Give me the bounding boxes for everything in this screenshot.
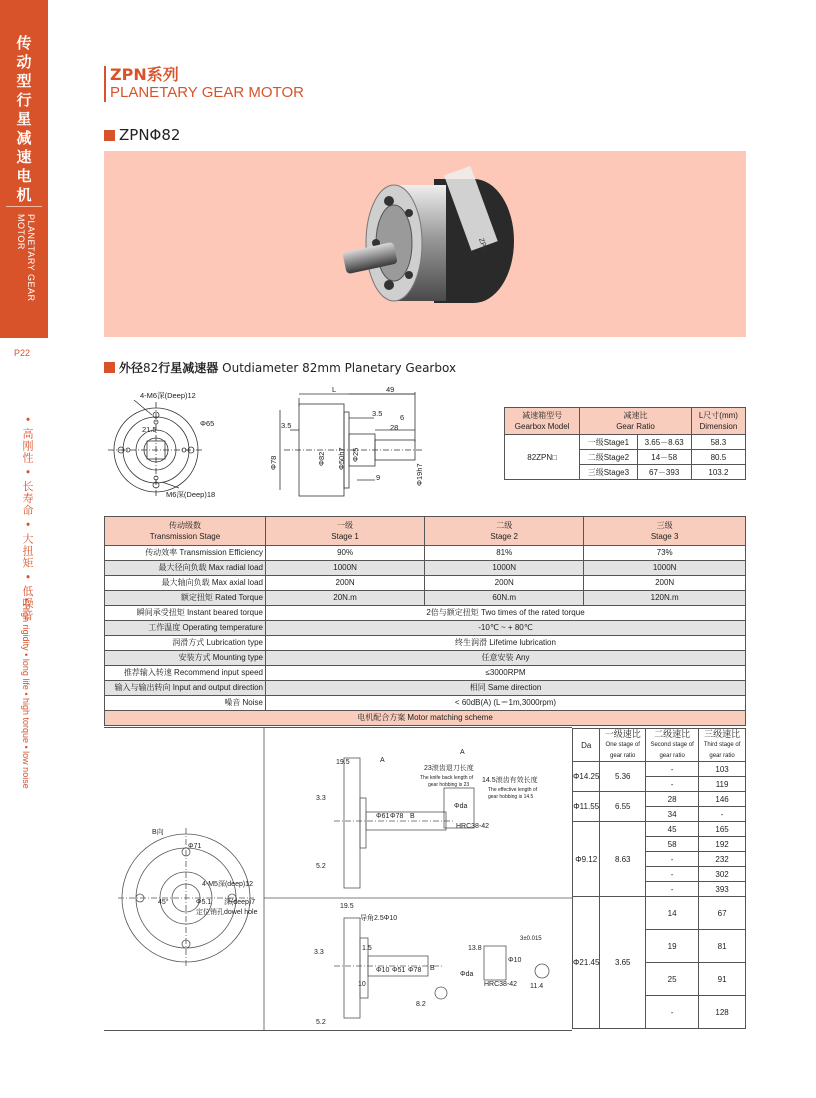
table-row: 额定扭矩 Rated Torque 20N.m 60N.m 120N.m xyxy=(105,591,746,606)
category-cn: 传 动 型 行 星 减 速 电 机 xyxy=(16,34,32,204)
table-row: 瞬间承受扭矩 Instant beared torque 2倍与额定扭矩 Two times of the rated torque xyxy=(105,606,746,621)
dim-label: 4-M6深(Deep)12 xyxy=(140,391,196,400)
b-view-label: B向 xyxy=(152,829,164,836)
table-row: - 128 xyxy=(573,996,746,1029)
title-cn: ZPN系列 xyxy=(110,65,179,84)
dim-label: HRC38-42 xyxy=(484,981,518,988)
gearbox-drawing xyxy=(104,382,434,508)
dim-label: 3.5 xyxy=(281,421,292,430)
features-cn: • 高刚性 • 长寿命 • 大扭矩 • 低噪音 xyxy=(21,416,34,622)
spec-table: 传动级数 Transmission Stage 一级 Stage 1 二级 Stage 2 三级 Stage 3 传动效率 Transmission Efficiency 90% 81% 73% 最大径向负载 Max radial load 1000N 1000N 1000N 最大轴向负载 Max axial load 200N 200N 200N 额定扭矩 Rated Torque 20N.m 60N.m 120N.m 瞬间承受扭矩 Instant beared torque 2倍与额定扭矩 Two times of the rated torque 工作温度 Operating temperature -10℃ ~ + 80℃ 润滑方式 Lubrication type 终生润滑 Lifetime lubrication 安装方式 Mounting type 任意安装 Any 推荐输入转速 Recommend input speed ≤3000RPM 输入与输出转向 Input and output direction 相同 Same direction 噪音 Noise < 60dB(A) (L＝1m,3000rpm) 电机配合方案 Motor matching scheme xyxy=(104,516,746,726)
dim-label: Φ78 xyxy=(269,455,278,470)
series-title xyxy=(104,66,304,102)
dim-label: Φ50h7 xyxy=(337,447,346,470)
dim-label: 导角2.5Φ10 xyxy=(360,915,398,922)
table-row: 58 192 xyxy=(573,837,746,852)
dim-label: M6深(Deep)18 xyxy=(166,490,216,499)
table-row: 最大径向负载 Max radial load 1000N 1000N 1000N xyxy=(105,561,746,576)
dim-label: Φ25 xyxy=(351,447,360,462)
table-row: 噪音 Noise < 60dB(A) (L＝1m,3000rpm) xyxy=(105,696,746,711)
table-row: - 232 xyxy=(573,852,746,867)
dim-label: Φda xyxy=(460,971,474,978)
page-number: P22 xyxy=(14,348,31,358)
motor-matching-drawings xyxy=(104,727,572,1031)
dim-label: 3.3 xyxy=(314,949,324,956)
dim-label: 3±0.015 xyxy=(520,936,542,942)
dim-label: 4-M5深(deep)12 xyxy=(202,881,253,888)
category-sidebar xyxy=(0,0,48,338)
dim-label: Φ10 xyxy=(508,957,522,964)
table-row: - 302 xyxy=(573,867,746,882)
table-row: 三级Stage3 67－393 103.2 xyxy=(505,465,746,480)
title-en: PLANETARY GEAR MOTOR xyxy=(110,84,304,101)
dim-label: 11.4 xyxy=(530,983,544,990)
dim-label: Φ65 xyxy=(200,419,215,428)
product-photo xyxy=(104,151,746,337)
dim-label: 1.5 xyxy=(362,945,372,952)
dim-label: 6 xyxy=(400,413,405,422)
dim-label: Φ71 xyxy=(188,843,202,850)
table-row: 19 81 xyxy=(573,930,746,963)
dim-label: 19.5 xyxy=(340,903,354,910)
adapter-drawing xyxy=(104,728,572,1030)
dim-label: 19.5 xyxy=(336,759,350,766)
dim-label: Φda xyxy=(454,803,468,810)
dim-label: B xyxy=(410,813,415,820)
dim-label: Φ78 xyxy=(390,813,404,820)
dim-label: gear hobbing is 23 xyxy=(428,782,470,788)
dim-label: Φ78 xyxy=(408,967,422,974)
dim-label: 3.3 xyxy=(316,795,326,802)
product-label: ZPN xyxy=(477,237,489,253)
table-row: Φ14.25 5.36 - 103 xyxy=(573,762,746,777)
dim-label: 9 xyxy=(376,473,381,482)
dim-label: Φ51 xyxy=(392,967,406,974)
table-row: 82ZPN□ 一级Stage1 3.65－8.63 58.3 xyxy=(505,435,746,450)
table-row: 润滑方式 Lubrication type 终生润滑 Lifetime lubrication xyxy=(105,636,746,651)
table-row: - 393 xyxy=(573,882,746,897)
dim-label: Φ82 xyxy=(317,451,326,466)
table-row xyxy=(105,711,746,726)
th-model: 减速箱型号 Gearbox Model xyxy=(505,408,580,435)
table-row: Φ11.55 6.55 28 146 xyxy=(573,792,746,807)
category-en: PLANETARY GEAR MOTOR xyxy=(16,214,36,302)
table-row: 25 91 xyxy=(573,963,746,996)
table-row: 工作温度 Operating temperature -10℃ ~ + 80℃ xyxy=(105,621,746,636)
table-row: Φ9.12 8.63 45 165 xyxy=(573,822,746,837)
dim-label: 8.2 xyxy=(416,1001,426,1008)
table-row: 二级Stage2 14－58 80.5 xyxy=(505,450,746,465)
table-row: 安装方式 Mounting type 任意安装 Any xyxy=(105,651,746,666)
table-row: Φ21.45 3.65 14 67 xyxy=(573,897,746,930)
features-en: • High rigidity • long life • high torque • low noise xyxy=(21,598,31,789)
dim-label: 5.2 xyxy=(316,863,326,870)
table-row: 34 - xyxy=(573,807,746,822)
table-row: 输入与输出转向 Input and output direction 相同 Same direction xyxy=(105,681,746,696)
dimension-table xyxy=(504,407,746,480)
table-row: 传动效率 Transmission Efficiency 90% 81% 73% xyxy=(105,546,746,561)
dim-label: 28 xyxy=(390,423,399,432)
dim-label: 21.5 xyxy=(142,425,157,434)
gear-motor-illustration xyxy=(104,151,746,337)
dim-label: B xyxy=(430,965,435,972)
th-ratio: 减速比 Gear Ratio xyxy=(580,408,692,435)
ratio-table: Da 一级速比 One stage of gear ratio 二级速比 Second stage of gear ratio 三级速比 Third stage of gear ratio Φ14.25 5.36 - 103 - 119 Φ11.55 6.55 28 146 34 - Φ9.12 8.63 45 165 58 192 - 232 - 302 - 393 Φ21.45 3.65 14 67 19 81 25 91 - 128 xyxy=(572,728,746,1029)
dim-label: Φ61 xyxy=(376,813,390,820)
dim-label: 14.5滚齿有效长度 xyxy=(482,777,538,784)
dim-label: L xyxy=(332,385,337,394)
dim-label: A xyxy=(460,749,465,756)
dim-label: 49 xyxy=(386,385,395,394)
dim-label: The effective length of xyxy=(488,787,538,793)
square-bullet-icon xyxy=(104,362,115,373)
dim-label: Φ19h7 xyxy=(415,463,424,486)
table-row: - 119 xyxy=(573,777,746,792)
model-cell: 82ZPN□ xyxy=(505,435,580,480)
dim-label: 45° xyxy=(158,899,169,906)
square-bullet-icon xyxy=(104,130,115,141)
dim-label: 23滚齿退刀长度 xyxy=(424,765,474,772)
sidebar-divider xyxy=(6,206,42,207)
dim-label: 深(deep)7 xyxy=(224,899,256,906)
section-heading: 外径82行星减速器 Outdiameter 82mm Planetary Gearbox xyxy=(104,359,456,376)
dim-label: 10 xyxy=(358,981,366,988)
dim-label: A xyxy=(380,757,385,764)
dim-label: Φ10 xyxy=(376,967,390,974)
table-row: 推荐输入转速 Recommend input speed ≤3000RPM xyxy=(105,666,746,681)
dim-label: 3.5 xyxy=(372,409,383,418)
dim-label: 13.8 xyxy=(468,945,482,952)
dim-label: gear hobbing is 14.5 xyxy=(488,794,534,800)
table-row: 最大轴向负载 Max axial load 200N 200N 200N xyxy=(105,576,746,591)
th-dimension: L尺寸(mm) Dimension xyxy=(691,408,745,435)
dim-label: HRC38-42 xyxy=(456,823,490,830)
dim-label: Φ5.1 xyxy=(196,899,212,906)
dim-label: The knife back length of xyxy=(420,775,474,781)
model-heading: ZPNΦ82 xyxy=(104,126,180,144)
motor-matching-header: 电机配合方案 Motor matching scheme xyxy=(105,711,746,726)
dim-label: 定位销孔dowel hole xyxy=(196,909,258,916)
dim-label: 5.2 xyxy=(316,1019,326,1026)
